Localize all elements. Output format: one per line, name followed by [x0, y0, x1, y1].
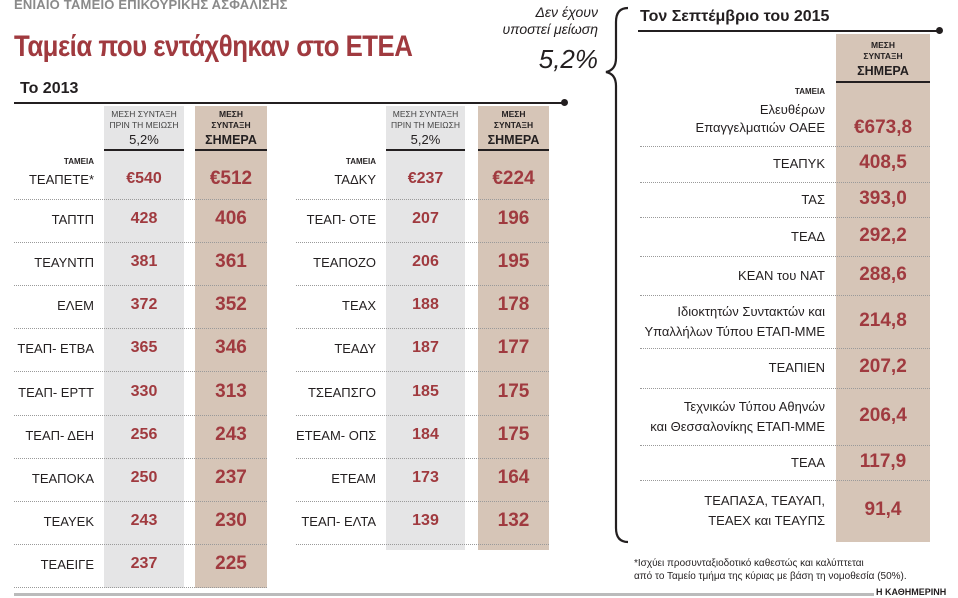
pension-now-value: 243	[215, 423, 247, 445]
header-now-line1: ΜΕΣΗ	[501, 109, 526, 119]
row-divider	[640, 480, 930, 481]
pension-now-value: 237	[215, 466, 247, 488]
row-divider	[640, 295, 930, 296]
header-now-line1: ΜΕΣΗ	[871, 40, 895, 50]
fund-name: ΤΕΑΥΕΚ	[43, 513, 94, 529]
header-underline	[104, 149, 184, 151]
fund-name: ΤΑΔΚΥ	[334, 172, 376, 187]
row-divider	[640, 348, 930, 349]
pension-before-value: 139	[412, 511, 439, 529]
header-before-pct: 5,2%	[129, 132, 159, 147]
header-before-pct: 5,2%	[410, 132, 441, 147]
pension-now-value: 346	[215, 337, 247, 359]
pension-before-value: 243	[130, 511, 158, 529]
pension-before-value: 206	[412, 253, 439, 271]
header-now-line3: ΣΗΜΕΡΑ	[205, 133, 257, 147]
fund-name-line2: Υπαλλήλων Τύπου ΕΤΑΠ-ΜΜΕ	[644, 323, 825, 339]
row-divider	[296, 242, 549, 243]
row-divider	[14, 328, 267, 329]
pension-before-value: 372	[130, 296, 158, 314]
fund-name: ΤΕΑΠΟΚΑ	[31, 470, 94, 486]
header-underline	[836, 81, 930, 83]
pension-now-value: 196	[497, 208, 530, 230]
row-divider	[14, 415, 267, 416]
fund-name: ΤΕΑΠΙΕΝ	[768, 360, 825, 375]
pension-now-value: 393,0	[859, 187, 907, 209]
fund-name-line1: ΤΕΑΠΑΣΑ, ΤΕΑΥΑΠ,	[704, 493, 825, 508]
section-title-2015: Τον Σεπτέμβριο του 2015	[640, 8, 830, 25]
row-divider	[296, 458, 549, 459]
header-underline	[478, 149, 549, 151]
fund-name: ΤΣΕΑΠΣΓΟ	[307, 384, 376, 400]
row-divider	[640, 256, 930, 257]
page-title: Ταμεία που εντάχθηκαν στο ΕΤΕΑ	[14, 30, 413, 63]
fund-name: ΤΕΑΠ- ΕΛΤΑ	[301, 513, 376, 529]
pension-now-value: 207,2	[859, 356, 907, 377]
row-divider	[14, 242, 267, 243]
section-rule-2013	[14, 102, 565, 104]
fund-name: ΤΕΑΥΝΤΠ	[34, 255, 94, 271]
footnote	[634, 557, 907, 583]
row-divider	[14, 371, 267, 372]
section-title-2013: Το 2013	[20, 80, 79, 97]
row-divider	[640, 217, 930, 218]
header-tameia: ΤΑΜΕΙΑ	[345, 157, 376, 166]
bottom-rule	[14, 593, 874, 596]
header-before-line1: ΜΕΣΗ ΣΥΝΤΑΞΗ	[392, 109, 459, 119]
row-divider	[14, 199, 267, 200]
pension-before-value: 256	[130, 425, 158, 443]
header-before-line2: ΠΡΙΝ ΤΗ ΜΕΙΩΣΗ	[390, 120, 461, 130]
fund-name: ΤΕΑΠ- ΕΤΒΑ	[17, 341, 94, 357]
row-divider	[640, 445, 930, 446]
fund-name-line1: Ελευθέρων	[759, 102, 825, 117]
pension-before-value: 381	[130, 253, 158, 271]
pension-before-value: 185	[412, 382, 439, 400]
row-divider	[296, 328, 549, 329]
fund-name: ΕΤΕΑΜ- ΟΠΣ	[296, 427, 377, 443]
pension-now-value: 195	[497, 251, 530, 273]
pension-before-value: 237	[130, 554, 158, 572]
pension-now-value: 132	[497, 509, 530, 531]
curly-brace	[604, 6, 632, 546]
pension-before-value: 207	[412, 210, 439, 228]
fund-name: ΤΕΑΠΥΚ	[772, 156, 825, 171]
header-now-line2: ΣΥΝΤΑΞΗ	[493, 120, 534, 130]
note-text	[488, 4, 598, 38]
fund-name-line1: Τεχνικών Τύπου Αθηνών	[683, 398, 825, 414]
supertitle: ΕΝΙΑΙΟ ΤΑΜΕΙΟ ΕΠΙΚΟΥΡΙΚΗΣ ΑΣΦΑΛΙΣΗΣ	[14, 0, 288, 12]
header-underline	[195, 149, 267, 151]
pension-now-value: 175	[497, 423, 530, 445]
pension-now-value: 352	[215, 294, 247, 316]
pension-now-value: 313	[215, 380, 247, 402]
row-divider	[14, 587, 267, 588]
row-divider	[14, 501, 267, 502]
header-tameia: ΤΑΜΕΙΑ	[63, 157, 94, 166]
pension-before-value: €540	[126, 170, 162, 187]
pension-now-value: 214,8	[859, 309, 907, 331]
pension-now-value: €673,8	[853, 117, 913, 138]
pension-now-value: 292,2	[859, 224, 907, 246]
row-divider	[296, 199, 549, 200]
row-divider	[640, 182, 930, 183]
fund-name-line1: Ιδιοκτητών Συντακτών και	[677, 303, 825, 319]
fund-name: ΤΕΑΑ	[791, 454, 825, 470]
row-divider	[640, 388, 930, 389]
pension-before-value: 428	[130, 210, 158, 228]
fund-name-line2: και Θεσσαλονίκης ΕΤΑΠ-ΜΜΕ	[650, 418, 825, 434]
header-before-line1: ΜΕΣΗ ΣΥΝΤΑΞΗ	[111, 109, 177, 119]
note-line2: υποστεί μείωση	[502, 21, 598, 37]
row-divider	[296, 415, 549, 416]
pension-now-value: 225	[215, 552, 247, 574]
fund-name: ΤΕΑΠΟΖΟ	[313, 255, 376, 271]
fund-name: ΕΤΕΑΜ	[331, 470, 376, 486]
row-divider	[296, 501, 549, 502]
footnote-line2: από το Ταμείο τμήμα της κύριας με βάση τη νομοθεσία (50%).	[634, 571, 907, 582]
pension-now-value: 406	[215, 208, 247, 230]
header-tameia: ΤΑΜΕΙΑ	[794, 87, 825, 96]
header-before-line2: ΠΡΙΝ ΤΗ ΜΕΙΩΣΗ	[109, 120, 179, 130]
header-underline	[386, 149, 465, 151]
credit: Η ΚΑΘΗΜΕΡΙΝΗ	[876, 587, 947, 597]
row-divider	[640, 146, 930, 147]
pension-now-value: 91,4	[864, 499, 902, 520]
fund-name: ΤΕΑΧ	[342, 298, 376, 314]
fund-name: ΕΛΕΜ	[57, 298, 94, 314]
section-rule-dot-2015	[936, 27, 943, 34]
fund-name: ΤΑΠΤΠ	[51, 212, 94, 228]
fund-name-line2: ΤΕΑΕΧ και ΤΕΑΥΠΣ	[708, 513, 825, 528]
fund-name: ΤΕΑΠ- ΕΡΤΤ	[18, 384, 94, 400]
pension-now-value: 288,6	[859, 263, 907, 285]
pension-before-value: 184	[412, 425, 439, 443]
fund-name: ΤΕΑΔ	[791, 228, 825, 244]
header-now-line2: ΣΥΝΤΑΞΗ	[863, 51, 903, 61]
header-now-line1: ΜΕΣΗ	[219, 109, 243, 119]
pension-now-value: 230	[215, 509, 247, 531]
pension-now-value: 361	[215, 251, 247, 273]
fund-name: ΤΕΑΠ- ΟΤΕ	[306, 212, 376, 228]
row-divider	[14, 458, 267, 459]
row-divider	[296, 371, 549, 372]
section-rule-2015	[638, 30, 938, 32]
pension-before-value: €237	[407, 170, 444, 187]
fund-name: ΤΕΑΠΕΤΕ*	[28, 172, 94, 187]
pension-now-value: 178	[497, 294, 530, 316]
pension-before-value: 173	[412, 468, 439, 486]
fund-name: ΤΕΑΠ- ΔΕΗ	[25, 427, 94, 443]
pension-now-value: 164	[497, 466, 530, 488]
pension-before-value: 187	[412, 339, 439, 357]
pension-before-value: 188	[412, 296, 439, 314]
header-now-line3: ΣΗΜΕΡΑ	[857, 64, 909, 78]
header-now-line2: ΣΥΝΤΑΞΗ	[211, 120, 251, 130]
pension-before-value: 250	[130, 468, 158, 486]
pension-before-value: 365	[130, 339, 158, 357]
fund-name: ΤΕΑΕΙΓΕ	[40, 556, 94, 572]
pension-now-value: €224	[492, 168, 535, 189]
section-rule-dot-2013	[561, 99, 568, 106]
row-divider	[296, 544, 549, 545]
footnote-line1: *Ισχύει προσυνταξιοδοτικό καθεστώς και καλύπτεται	[634, 558, 864, 569]
note-percentage: 5,2%	[538, 44, 598, 74]
pension-now-value: 175	[497, 380, 530, 402]
row-divider	[14, 285, 267, 286]
note-line1: Δεν έχουν	[535, 4, 598, 20]
fund-name: ΚΕΑΝ του ΝΑΤ	[738, 267, 825, 283]
pension-now-value: €512	[209, 168, 253, 189]
pension-before-value: 330	[130, 382, 158, 400]
fund-name: ΤΑΣ	[801, 191, 825, 207]
row-divider	[14, 544, 267, 545]
fund-name: ΤΕΑΔΥ	[334, 341, 376, 357]
header-now-line3: ΣΗΜΕΡΑ	[487, 133, 540, 147]
row-divider	[296, 285, 549, 286]
pension-now-value: 408,5	[859, 152, 907, 173]
pension-now-value: 206,4	[859, 404, 907, 426]
fund-name-line2: Επαγγελματιών ΟΑΕΕ	[695, 120, 825, 135]
pension-now-value: 177	[497, 337, 530, 359]
pension-now-value: 117,9	[859, 450, 907, 472]
